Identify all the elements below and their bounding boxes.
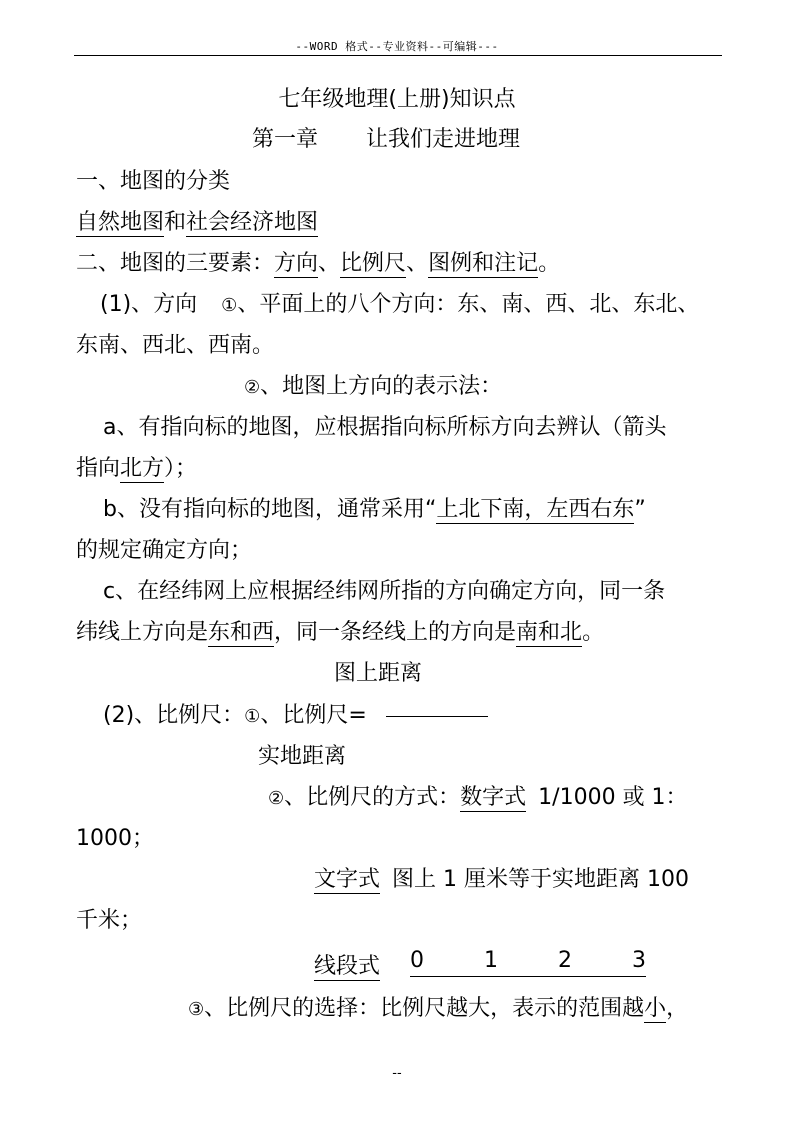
page-footer: -- (392, 1066, 402, 1081)
eight-directions-text: 、平面上的八个方向：东、南、西、北、东北、 (237, 292, 700, 317)
natural-map-term: 自然地图 (76, 210, 165, 235)
page-header: --WORD 格式--专业资料--可编辑--- (295, 40, 499, 53)
element-direction: 方向 (274, 251, 319, 276)
method-a-continued (76, 454, 197, 484)
scale-item-1 (103, 701, 367, 732)
method-c-text: c、在经纬网上应根据经纬网所指的方向确定方向，同一条 (103, 579, 666, 604)
fraction-bar (386, 716, 488, 717)
element-scale: 比例尺 (340, 251, 407, 276)
method-a-text: a、有指向标的地图，应根据指向标所标方向去辨认（箭头 (103, 415, 667, 440)
direction-label: (1)、方向 (100, 292, 198, 317)
text-form-continued: 千米； (76, 908, 143, 933)
section-map-classification-heading: 一、地图的分类 (76, 169, 231, 194)
south-north-term: 南和北 (516, 620, 583, 645)
section-map-elements-heading (76, 249, 560, 279)
chapter-heading (252, 125, 520, 155)
method-c-continued (76, 618, 604, 648)
method-b-continued: 的规定确定方向； (76, 538, 253, 563)
method-c-middle: ，同一条经线上的方向是 (274, 620, 517, 645)
numeric-form-continued: 1000； (76, 826, 154, 851)
scale-tick-0: 0 (410, 948, 424, 973)
numeric-form-example: 1/1000 或 1： (538, 785, 688, 810)
method-a-prefix: 指向 (76, 456, 121, 481)
scale-tick-3: 3 (632, 948, 646, 973)
small-term: 小 (644, 996, 667, 1021)
circled-one: ① (244, 706, 261, 727)
method-c-prefix: 纬线上方向是 (76, 620, 209, 645)
scale-tick-1: 1 (484, 948, 498, 973)
circled-two: ② (244, 377, 261, 398)
scale-forms-heading: 、比例尺的方式： (284, 785, 461, 810)
period: 。 (582, 620, 605, 645)
direction-item-1 (100, 290, 699, 321)
east-west-term: 东和西 (208, 620, 275, 645)
line-form-label: 线段式 (314, 954, 381, 979)
method-b-text (103, 495, 646, 525)
eight-directions-continued: 东南、西北、西南。 (76, 333, 275, 358)
method-b-suffix: ” (634, 497, 646, 522)
text-form-example: 图上 1 厘米等于实地距离 100 (392, 867, 689, 892)
map-elements-prefix: 二、地图的三要素： (76, 251, 275, 276)
comma: ， (666, 996, 689, 1021)
line-scale-bar (410, 976, 646, 977)
north-term: 北方 (120, 456, 165, 481)
scale-formula-label: 、比例尺= (260, 703, 367, 728)
direction-item-2 (244, 372, 502, 403)
text-form-line (314, 865, 689, 895)
line-form-label-wrap (314, 952, 380, 982)
scale-choice-text: 、比例尺的选择：比例尺越大，表示的范围越 (204, 996, 645, 1021)
scale-denominator: 实地距离 (258, 744, 347, 769)
map-classification-answer (76, 208, 318, 238)
period: 。 (538, 251, 561, 276)
circled-two: ② (268, 788, 285, 809)
circled-one: ① (221, 295, 238, 316)
scale-item-2 (268, 783, 688, 814)
text-form-label: 文字式 (314, 867, 381, 892)
scale-numerator: 图上距离 (334, 661, 423, 686)
separator: 、 (406, 251, 429, 276)
scale-item-3 (188, 994, 688, 1025)
chapter-label: 第一章 (252, 127, 319, 152)
header-rule (74, 55, 722, 56)
direction-methods-heading: 、地图上方向的表示法： (260, 374, 503, 399)
and-text: 和 (164, 210, 187, 235)
method-a-suffix: ）； (164, 456, 198, 481)
chapter-name: 让我们走进地理 (366, 127, 521, 152)
circled-three: ③ (188, 999, 205, 1020)
scale-tick-2: 2 (558, 948, 572, 973)
north-south-rule-term: 上北下南，左西右东 (436, 497, 635, 522)
socioeconomic-map-term: 社会经济地图 (186, 210, 319, 235)
numeric-form-label: 数字式 (460, 785, 527, 810)
separator: 、 (318, 251, 341, 276)
element-legend: 图例和注记 (428, 251, 539, 276)
scale-label: (2)、比例尺： (103, 703, 245, 728)
document-title: 七年级地理(上册)知识点 (278, 87, 516, 112)
method-b-prefix: b、没有指向标的地图，通常采用“ (103, 497, 437, 522)
